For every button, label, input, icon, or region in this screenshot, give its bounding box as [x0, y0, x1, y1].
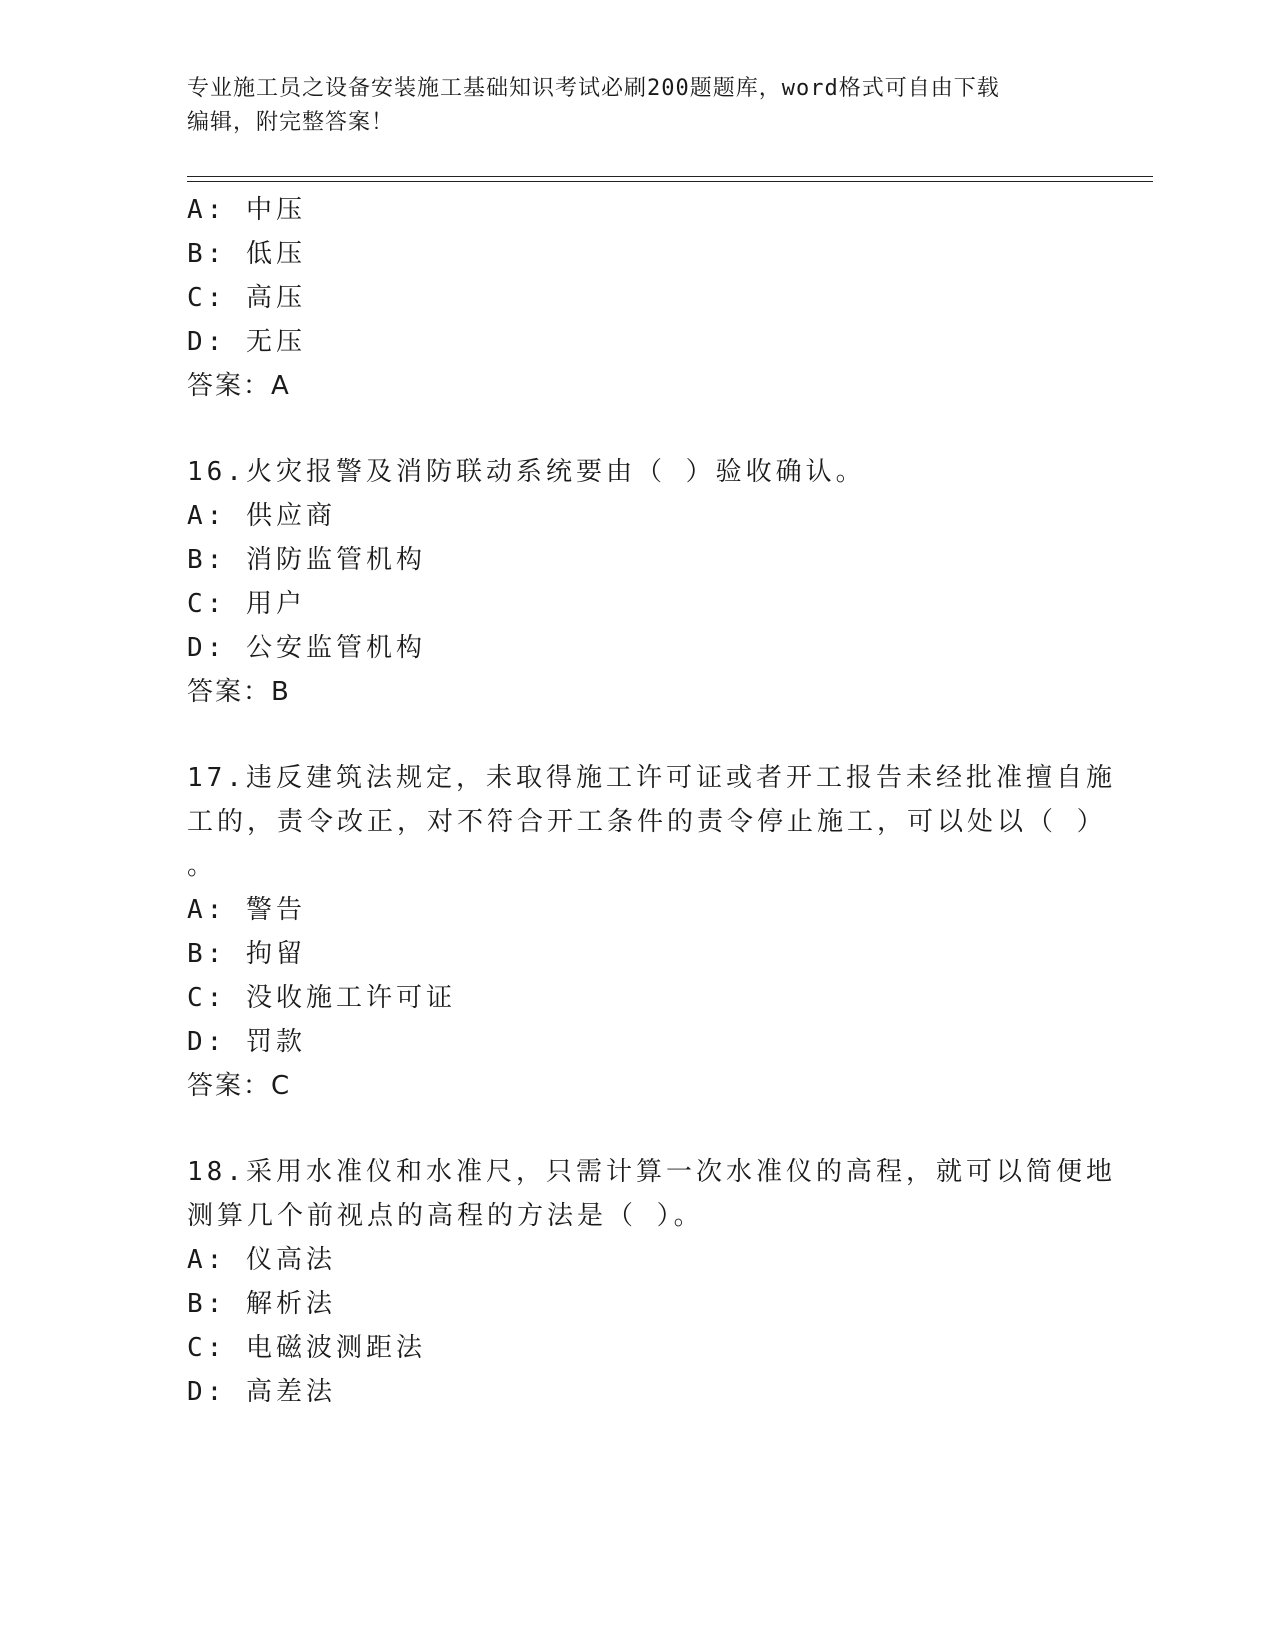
q16-answer: 答案：B [187, 677, 291, 707]
q16-option-d: D: 公安监管机构 [187, 633, 426, 663]
q16-option-c: C: 用户 [187, 589, 306, 619]
q15-answer: 答案：A [187, 371, 291, 401]
q17-option-a: A: 警告 [187, 895, 306, 925]
q16-option-b: B: 消防监管机构 [187, 545, 426, 575]
q18-option-d: D: 高差法 [187, 1377, 336, 1407]
q17-option-c: C: 没收施工许可证 [187, 983, 456, 1013]
document-header [187, 72, 1067, 140]
q17-question-line-3: 。 [187, 851, 218, 881]
header-line-2: 编辑，附完整答案！ [187, 110, 395, 135]
q16-question: 16.火灾报警及消防联动系统要由（ ）验收确认。 [187, 457, 866, 487]
q18-option-c: C: 电磁波测距法 [187, 1333, 426, 1363]
q15-option-d: D: 无压 [187, 327, 306, 357]
q18-option-a: A: 仪高法 [187, 1245, 336, 1275]
header-divider-bottom [187, 181, 1153, 182]
q18-question-line-1: 18.采用水准仪和水准尺，只需计算一次水准仪的高程，就可以简便地 [187, 1157, 1116, 1187]
q17-question-line-2: 工的，责令改正，对不符合开工条件的责令停止施工，可以处以（ ） [187, 807, 1107, 837]
q17-answer: 答案：C [187, 1071, 292, 1101]
header-line-1: 专业施工员之设备安装施工基础知识考试必刷200题题库，word格式可自由下载 [187, 76, 1000, 101]
q15-option-b: B: 低压 [187, 239, 306, 269]
q17-option-b: B: 拘留 [187, 939, 306, 969]
q16-option-a: A: 供应商 [187, 501, 336, 531]
q17-option-d: D: 罚款 [187, 1027, 306, 1057]
q15-option-c: C: 高压 [187, 283, 306, 313]
q15-option-a: A: 中压 [187, 195, 306, 225]
header-divider-top [187, 176, 1153, 177]
q17-question-line-1: 17.违反建筑法规定，未取得施工许可证或者开工报告未经批准擅自施 [187, 763, 1116, 793]
q18-question-line-2: 测算几个前视点的高程的方法是（ ）。 [187, 1201, 704, 1231]
q18-option-b: B: 解析法 [187, 1289, 336, 1319]
